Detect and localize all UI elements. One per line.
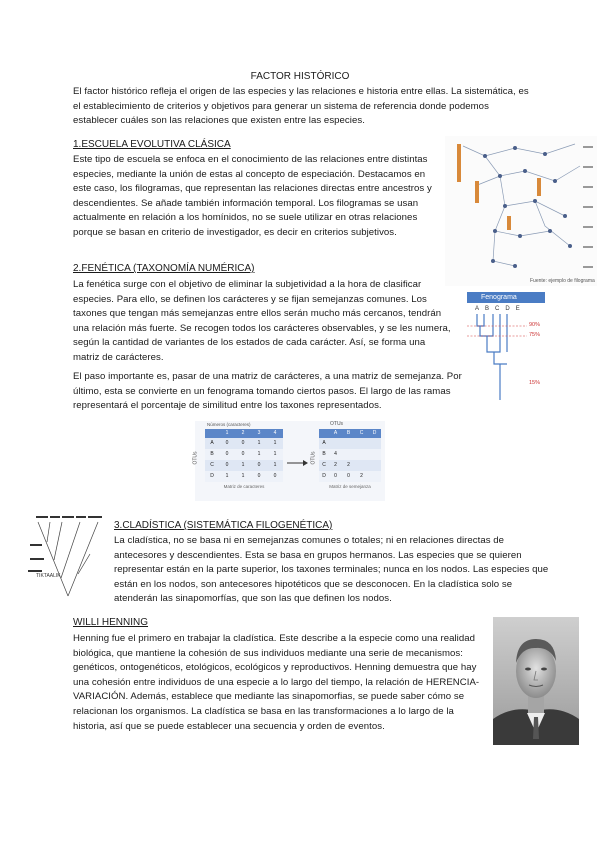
- matrix-cell: 0: [241, 440, 245, 446]
- matrix-cell: [355, 438, 368, 449]
- portrait-photo: [493, 617, 579, 745]
- matrix-cell: 2: [360, 473, 363, 479]
- matrix-cell: 1: [273, 440, 277, 446]
- matrix-cell: [368, 460, 381, 471]
- matrix-cell: 2: [334, 462, 337, 468]
- matrix-col-label: A: [333, 430, 338, 436]
- matrix-row: [205, 471, 283, 482]
- matrix-cell: D: [210, 473, 214, 479]
- matrix-row: [205, 438, 283, 449]
- matrix-cell: 0: [257, 462, 261, 468]
- matrices-figure: [192, 421, 385, 501]
- matrix-cell: 1: [257, 451, 261, 457]
- phylogram-caption: Fuente: ejemplo de filograma: [530, 278, 595, 284]
- matrix-cell: 0: [225, 451, 229, 457]
- phylogram-figure: [445, 136, 597, 286]
- cladogram-label: TIKTAALIK: [36, 573, 61, 579]
- left-matrix-header: Números (caracteres): [207, 422, 251, 427]
- fenograma-pct-b: 75%: [529, 332, 541, 338]
- matrix-cell: 1: [273, 451, 277, 457]
- fenograma-letter: C: [495, 306, 506, 312]
- matrix-cell: [368, 449, 381, 460]
- matrix-cell: B: [210, 451, 214, 457]
- section2-body1: La fenética surge con el objetivo de eliminar la subjetividad a la hora de clasificar especies. Para ello, se definen los carácteres y se fijan semejanzas comunes. Los taxones que tengan más semejanzas entre ellos serán mucho más cercanos, tendrán una relación más fuerte. Se recogen todos los carácteres observables, y se les numera, según la cantidad de variantes de los estados de cada carácter. Así, se forma una matriz de carácteres.: [73, 279, 451, 363]
- matrix-cell: C: [210, 462, 214, 468]
- matrix-cell: 1: [241, 462, 245, 468]
- section4-heading: WILLI HENNING: [73, 617, 149, 628]
- matrix-cell: [355, 449, 368, 460]
- section3-heading: 3.CLADÍSTICA (SISTEMÁTICA FILOGENÉTICA): [114, 520, 333, 531]
- matrix-col-label: 3: [257, 430, 261, 436]
- matrix-col-label: 1: [225, 430, 229, 436]
- fenograma-pct-a: 90%: [529, 322, 541, 328]
- right-matrix-side-label: OTUs: [310, 451, 317, 465]
- matrix-cell: 0: [347, 473, 350, 479]
- section3-body: La cladística, no se basa ni en semejanzas comunes o totales; ni en relaciones directas de antecesores y descendientes. Esta se basa en grupos hermanos. Las especies que se quieren representar están en la parte superior, los taxones terminales; nunca en los nodos. Las especies que están en los nodos, son antecesores hipotéticos que se desconocen. En la cladística solo se atenderán las sinapomorfías, que son las que definen los nodos.: [114, 535, 549, 605]
- matrix-row: [319, 449, 381, 460]
- matrix-cell: C: [322, 462, 326, 468]
- matrix-cell: 0: [257, 473, 261, 479]
- page-title: FACTOR HISTÓRICO: [250, 71, 350, 82]
- matrix-row: [205, 449, 283, 460]
- matrix-col-label: 4: [273, 430, 277, 436]
- matrix-cell: B: [322, 451, 326, 457]
- section2-body2: El paso importante es, pasar de una matriz de carácteres, a una matriz de semejanza. Por último, esta se convierte en un fenograma tomando ciertos pasos. El largo de las ramas representará el porcentaje de similitud entre los taxones representados.: [73, 371, 462, 412]
- arrow-right-icon: [287, 459, 309, 467]
- fenograma-pct-c: 15%: [529, 380, 541, 386]
- matrix-cell: 1: [241, 473, 245, 479]
- matrix-cell: [368, 438, 381, 449]
- fenograma-letter: D: [505, 306, 516, 312]
- matrix-col-label: C: [359, 430, 364, 436]
- matrix-cell: 0: [225, 462, 229, 468]
- matrix-cell: [368, 471, 381, 482]
- section1-body: Este tipo de escuela se enfoca en el conocimiento de las relaciones entre distintas especies, mediante la unión de estas al concepto de especiación. Destacamos en este caso, los filogramas, que representan las relaciones directas entre ancestros y descendientes. Se añade también información temporal. Los filogramas se usan actualmente en relación a los homínidos, no se suele utilizar en otras relaciones porque se basan en criterio de investigador, es decir en criterios subjetivos.: [73, 154, 432, 238]
- matrix-header-row: [205, 429, 283, 438]
- matrix-cell: 2: [347, 462, 350, 468]
- matrix-cell: D: [322, 473, 326, 479]
- matrix-cell: 0: [241, 451, 245, 457]
- matrix-col-label: 2: [241, 430, 245, 436]
- matrix-cell: [342, 449, 355, 460]
- section1-heading: 1.ESCUELA EVOLUTIVA CLÁSICA: [73, 139, 231, 150]
- matrix-cell: [355, 460, 368, 471]
- matrix-row: [319, 438, 381, 449]
- character-matrix: [205, 429, 283, 489]
- matrix-cell: 0: [334, 473, 337, 479]
- cladogram-figure: [28, 514, 108, 604]
- right-matrix-header: OTUs: [330, 421, 344, 427]
- matrix-cell: 4: [334, 451, 337, 457]
- matrix-cell: A: [322, 440, 326, 446]
- section2-heading: 2.FENÉTICA (TAXONOMÍA NUMÉRICA): [73, 263, 255, 274]
- section4-body: Henning fue el primero en trabajar la cladística. Este describe a la especie como una realidad biológica, que mantiene la cohesión de sus individuos mediante una serie de mecanismos: genéticos, ontogenéticos, etológicos, ecológicos y reproductivos. Henning demuestra que hay una cohesión entre individuos de una especie a lo largo del tiempo, la relación de HERENCIA-VARIACIÓN. Además, establece que mediante las sinapomorfias, se puede saber cómo se relacionan los organismos. La cladística se basa en las transformaciones a lo largo de la historia, así que se puede establecer una secuencia y orden de eventos.: [73, 633, 480, 732]
- fenograma-letter: B: [485, 306, 496, 312]
- matrix-cell: 0: [225, 440, 229, 446]
- matrix-cell: [342, 438, 355, 449]
- fenograma-letter: A: [475, 306, 486, 312]
- matrix-row: [205, 460, 283, 471]
- fenograma-figure: [467, 292, 545, 404]
- matrix-cell: 0: [273, 473, 277, 479]
- matrix-row: [319, 460, 381, 471]
- matrix-row: [319, 471, 381, 482]
- right-matrix-caption: Matriz de semejanza: [329, 484, 371, 489]
- matrix-header-row: [319, 429, 381, 438]
- similarity-matrix: [319, 429, 381, 489]
- left-matrix-caption: Matriz de caracteres: [223, 484, 265, 489]
- matrix-col-label: D: [372, 430, 377, 436]
- matrix-cell: A: [210, 440, 214, 446]
- fenograma-title: Fenograma: [467, 292, 545, 303]
- matrix-cell: 1: [225, 473, 229, 479]
- intro-paragraph: El factor histórico refleja el origen de las especies y las relaciones e historia entre ellas. La sistemática, es el establecimiento de criterios y objetivos para generar un sistema de referencia donde podemos establecer cuáles son las relaciones que existen entre las especies.: [73, 86, 529, 127]
- matrix-cell: 1: [257, 440, 261, 446]
- matrix-col-label: B: [346, 430, 351, 436]
- fenograma-letter: E: [515, 306, 526, 312]
- left-matrix-side-label: OTUs: [192, 451, 199, 465]
- matrix-cell: [329, 438, 342, 449]
- matrix-cell: 1: [273, 462, 277, 468]
